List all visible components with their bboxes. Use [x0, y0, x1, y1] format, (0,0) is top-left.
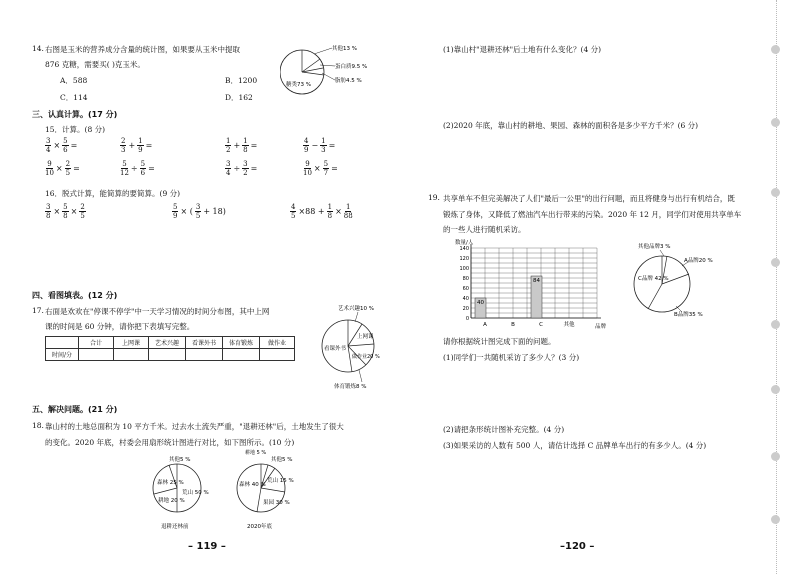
q19-pie-label-b: B品牌35 % — [674, 312, 703, 318]
section3-title: 三、认真计算。(17 分) — [32, 110, 118, 119]
q17-header-total: 合计 — [79, 337, 114, 349]
q14-pie-label-protein: 蛋白质9.5 % — [335, 64, 368, 70]
q17-pie-label-reading: 看课外书 — [324, 346, 347, 352]
q18-pie2-caption: 2020年底 — [247, 524, 272, 530]
q17-pie-label-online: 上网课 — [357, 334, 374, 340]
bar-chart-ytick-label: 100 — [459, 266, 469, 272]
q17-header-online: 上网课 — [114, 337, 149, 349]
q19-pie-chart — [618, 240, 718, 322]
bar-chart-ytick-label: 140 — [459, 246, 469, 252]
q18-text-line1: 靠山村的土地总面积为 10 平方千米。过去水土流失严重，"退耕还林"后，土地发生了很大 — [45, 422, 344, 431]
q18-pie1-label-other: 其他5 % — [169, 457, 191, 463]
q17-pie-label-art: 艺术兴趣10 % — [338, 306, 374, 312]
binding-hole-8 — [771, 515, 780, 524]
q19-sub1: (1)同学们一共随机采访了多少人？(3 分) — [443, 353, 580, 362]
q14-pie-chart — [280, 40, 375, 102]
binding-hole-4 — [771, 258, 780, 267]
q18-pie2-label-farmland: 耕地 5 % — [245, 450, 267, 456]
q14-text-line2: 876 克糖，需要买( )克玉米。 — [45, 60, 145, 69]
q19-text-line1: 共享单车不但完美解决了人们"最后一公里"的出行问题，而且将健身与出行有机结合，既 — [443, 194, 735, 203]
q17-pie-chart — [310, 298, 390, 393]
bar-chart-xtick-label: A — [483, 322, 487, 328]
q17-header-homework: 做作业 — [260, 337, 295, 349]
binding-hole-6 — [771, 385, 780, 394]
q17-header-art: 艺术兴趣 — [149, 337, 186, 349]
bar-chart-ytick-label: 60 — [462, 286, 469, 292]
q14-num: 14. — [32, 44, 44, 53]
q18-sub2: (2)2020 年底，靠山村的耕地、果园、森林的面积各是多少平方千米？(6 分) — [443, 121, 699, 130]
q18-pie1-label-forest: 森林 25 % — [157, 480, 184, 486]
q18-pie1-label-farmland: 耕地 20 % — [158, 498, 185, 504]
q14-option-b: B．1200 — [225, 76, 258, 85]
q15-expr-4: $\frac{4}{9}$ − $\frac{1}{3}$ = — [304, 137, 336, 154]
q17-cell-online[interactable] — [114, 349, 149, 361]
q16-expr-2: $\frac{5}{9}$ × ( $\frac{3}{5}$ + 18) — [173, 203, 226, 220]
bar-chart-ytick-label: 120 — [459, 256, 469, 262]
q16-label: 16．脱式计算，能简算的要简算。(9 分) — [45, 189, 181, 198]
q18-pie2-label-other: 其他5 % — [271, 457, 293, 463]
q15-expr-2: $\frac{2}{3}$ + $\frac{1}{9}$ = — [121, 137, 153, 154]
q14-option-d: D．162 — [225, 93, 253, 102]
q17-cell-art[interactable] — [149, 349, 186, 361]
bar-chart-xtick-label: 其他 — [563, 322, 575, 328]
q19-text-line2: 锻炼了身体，又降低了燃油汽车出行带来的污染。2020 年 12 月，同学们对使用共享单车 — [443, 210, 742, 219]
bar-chart-xtick-label: B — [511, 322, 515, 328]
q19-sub3: (3)如果采访的人数有 500 人，请估计选择 C 品牌单车出行的有多少人。(4 分) — [443, 441, 707, 450]
bar-chart-ytick-label: 0 — [465, 316, 469, 322]
q17-text-line2: 课的时间是 60 分钟，请你把下表填写完整。 — [45, 322, 195, 331]
q15-expr-1: $\frac{3}{4}$ × $\frac{5}{6}$ = — [46, 137, 78, 154]
q18-pie2-label-forest: 森林 40 % — [239, 482, 266, 488]
q14-pie-label-sugar: 糖类73 % — [286, 82, 311, 88]
q14-pie-label-fat: 脂肪4.5 % — [335, 78, 362, 84]
bar-chart-ytick-label: 80 — [462, 276, 469, 282]
q17-header-sports: 体育锻炼 — [223, 337, 260, 349]
q17-num: 17. — [32, 306, 44, 315]
bar-chart-xtick-label: C — [539, 322, 543, 328]
q14-option-a: A．588 — [60, 76, 88, 85]
q19-pie-label-a: A品牌20 % — [684, 258, 713, 264]
q16-expr-3: $\frac{4}{5}$ ×88 + $\frac{1}{8}$ × $\frac{1}{88}$ — [291, 203, 353, 220]
section4-title: 四、看图填表。(12 分) — [32, 291, 118, 300]
bar-chart-ytick-label: 20 — [462, 306, 469, 312]
q18-text-line2: 的变化。2020 年底，村委会用扇形统计图进行对比，如下图所示。(10 分) — [45, 438, 295, 447]
binding-hole-7 — [771, 452, 780, 461]
binding-hole-2 — [771, 118, 780, 127]
q17-cell-reading[interactable] — [186, 349, 223, 361]
binding-hole-3 — [771, 188, 780, 197]
q18-pie1-label-barren: 荒山 50 % — [182, 490, 209, 496]
q19-sub2: (2)请把条形统计图补充完整。(4 分) — [443, 425, 565, 434]
q17-cell-total[interactable] — [79, 349, 114, 361]
q18-sub1: (1)靠山村"退耕还林"后土地有什么变化？(4 分) — [443, 45, 602, 54]
bar-chart-data-label: 40 — [477, 300, 484, 306]
q17-text-line1: 右面是欢欢在"停课不停学"中一天学习情况的时间分布图，其中上网 — [45, 307, 270, 316]
q18-num: 18. — [32, 421, 44, 430]
q15-label: 15．计算。(8 分) — [45, 125, 106, 134]
binding-hole-5 — [771, 320, 780, 329]
q19-bar-chart — [447, 236, 622, 331]
bar-chart-data-label: 84 — [533, 278, 540, 284]
binding-hole-1 — [771, 45, 780, 54]
q18-pie2-label-orchard: 果园 30 % — [263, 500, 290, 506]
q19-num: 19. — [428, 193, 440, 202]
q19-pie-label-c: C品牌 42 % — [638, 276, 669, 282]
page-number-right: –120 – — [560, 541, 595, 552]
q19-pie-label-other: 其他品牌3 % — [638, 244, 671, 250]
q18-pie1-caption: 退耕还林前 — [161, 524, 189, 530]
q15-expr-5: $\frac{9}{10}$ × $\frac{2}{5}$ = — [45, 160, 80, 177]
q17-pie-label-sports: 体育锻炼8 % — [334, 384, 367, 390]
q19-sub0: 请你根据统计图完成下面的问题。 — [443, 337, 556, 346]
bar-chart-ytick-label: 40 — [462, 296, 469, 302]
q15-expr-7: $\frac{3}{4}$ ÷ $\frac{3}{2}$ = — [226, 160, 258, 177]
binding-dotted-line — [776, 0, 777, 574]
q17-table-data-row — [46, 349, 295, 361]
q14-pie-label-other: 其他13 % — [332, 46, 357, 52]
q15-expr-3: $\frac{1}{2}$ + $\frac{1}{8}$ = — [226, 137, 258, 154]
section5-title: 五、解决问题。(21 分) — [32, 405, 118, 414]
q15-expr-6: $\frac{5}{12}$ ÷ $\frac{5}{6}$ = — [120, 160, 155, 177]
q16-expr-1: $\frac{3}{8}$ × $\frac{5}{8}$ × $\frac{2}{5}$ — [46, 203, 85, 220]
q14-text-line1: 右图是玉米的营养成分含量的统计图，如果要从玉米中提取 — [45, 45, 240, 54]
q17-header-reading: 看课外书 — [186, 337, 223, 349]
q17-cell-sports[interactable] — [223, 349, 260, 361]
q17-cell-homework[interactable] — [260, 349, 295, 361]
q18-pie-after — [225, 446, 305, 532]
bar-chart-xlabel: 品牌 — [595, 324, 607, 330]
bar-chart-ylabel: 数量/人 — [455, 240, 474, 246]
q17-row-label: 时间/分 — [46, 349, 79, 361]
q17-table — [45, 336, 295, 361]
q18-pie-before — [145, 450, 215, 532]
page-number-left: – 119 – — [188, 541, 226, 552]
q17-header-blank — [46, 337, 79, 349]
q17-pie-label-homework: 做作业20 % — [352, 354, 380, 360]
q17-table-header-row — [46, 337, 295, 349]
q14-option-c: C．114 — [60, 93, 88, 102]
q18-pie2-label-barren: 荒山 15 % — [267, 478, 294, 484]
q19-text-line3: 的一些人进行随机采访。 — [443, 225, 526, 234]
q15-expr-8: $\frac{9}{10}$ × $\frac{5}{7}$ = — [303, 160, 338, 177]
